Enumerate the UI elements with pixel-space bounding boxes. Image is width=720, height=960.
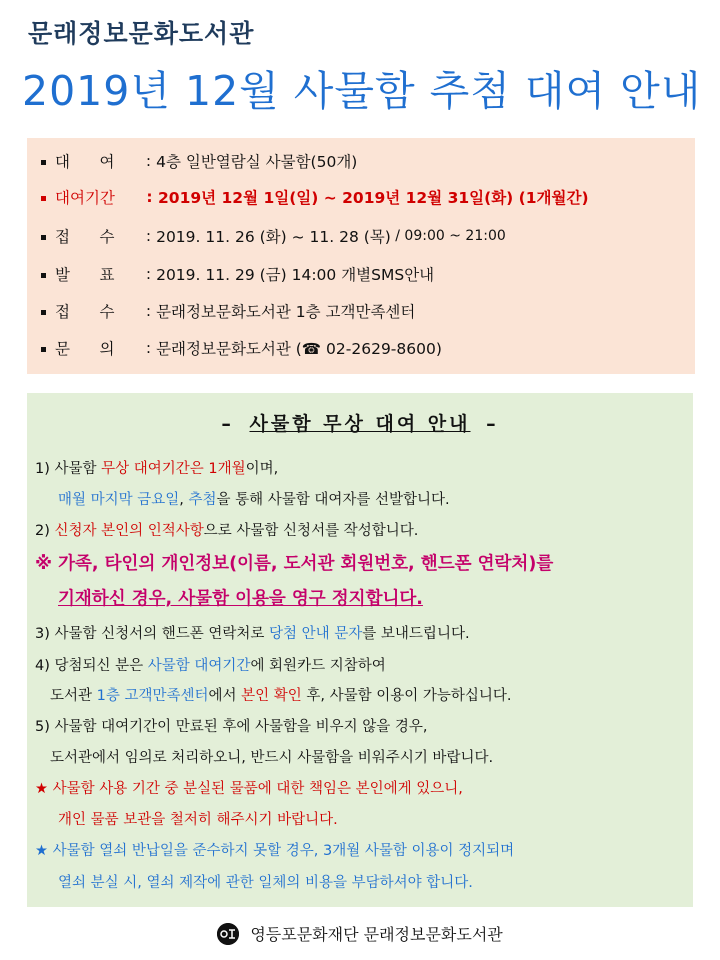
text: 1) 사물함 [35, 461, 102, 477]
info-box [27, 138, 695, 374]
text: 를 보내드립니다. [362, 626, 470, 642]
info-label: 대 여 [55, 153, 115, 171]
info-row-inquiry [41, 337, 442, 359]
footer-text: 영등포문화재단 문래정보문화도서관 [250, 925, 503, 944]
highlight: 사물함 대여기간 [147, 658, 251, 674]
info-value: 문래정보문화도서관 1층 고객만족센터 [156, 303, 416, 321]
bullet-icon [41, 196, 46, 201]
info-label: 대여기간 [55, 189, 115, 207]
info-label: 문 의 [55, 340, 115, 358]
info-label: 접 수 [55, 228, 115, 246]
info-value: 2019. 11. 26 (화) ~ 11. 28 (목) [156, 228, 391, 246]
info-sep: : [141, 302, 157, 320]
info-sep: : [141, 227, 157, 245]
info-row-reception [41, 300, 415, 322]
bullet-icon [41, 310, 46, 315]
footer [0, 922, 720, 947]
page-title: 2019년 12월 사물함 추첨 대여 안내 [22, 67, 702, 115]
info-row-period [41, 186, 589, 208]
notice-line-12: 개인 물품 보관을 철저히 해주시기 바랍니다. [58, 812, 338, 828]
notice-line-11: ★ 사물함 사용 기간 중 분실된 물품에 대한 책임은 본인에게 있으니, [35, 781, 463, 797]
info-value: 문래정보문화도서관 (☎ 02-2629-8600) [156, 340, 442, 358]
highlight: 1층 고객만족센터 [96, 688, 209, 704]
highlight: 신청자 본인의 인적사항 [54, 523, 204, 539]
info-sep: : [141, 152, 157, 170]
highlight: 매월 마지막 금요일 [58, 492, 180, 508]
highlight: 추첨 [188, 492, 217, 508]
info-label: 발 표 [55, 266, 115, 284]
bullet-icon [41, 347, 46, 352]
organization-name: 문래정보문화도서관 [28, 19, 255, 48]
notice-line-13: ★ 사물함 열쇠 반납일을 준수하지 못할 경우, 3개월 사물함 이용이 정지되며 [35, 843, 515, 859]
bullet-icon [41, 235, 46, 240]
notice-warning-1: ※ 가족, 타인의 개인정보(이름, 도서관 회원번호, 핸드폰 연락처)를 [35, 554, 554, 574]
notice-line-10: 도서관에서 임의로 처리하오니, 반드시 사물함을 비워주시기 바랍니다. [50, 750, 494, 766]
text: 을 통해 사물함 대여자를 선발합니다. [216, 492, 450, 508]
text: 이며, [245, 461, 279, 477]
info-value: 2019. 11. 29 (금) 14:00 개별SMS안내 [156, 266, 435, 284]
title-dash-left: – [221, 413, 234, 435]
info-sep: : [141, 339, 157, 357]
notice-line-6 [35, 622, 470, 643]
notice-warning-2: 기재하신 경우, 사물함 이용을 영구 정지합니다. [58, 589, 423, 609]
foundation-logo-icon [217, 923, 239, 945]
info-row-rental [41, 150, 357, 172]
notice-line-7 [35, 654, 386, 675]
highlight: 당첨 안내 문자 [269, 626, 363, 642]
text: 도서관 [50, 688, 97, 704]
text: 에 회원카드 지참하여 [250, 658, 386, 674]
notice-title-text: 사물함 무상 대여 안내 [249, 413, 471, 435]
info-value: 2019년 12월 1일(일) ~ 2019년 12월 31일(화) (1개월간) [158, 189, 589, 207]
info-row-announcement [41, 263, 434, 285]
text: , [179, 492, 189, 508]
text: 으로 사물함 신청서를 작성합니다. [203, 523, 419, 539]
info-sep: : [141, 265, 157, 283]
highlight: 본인 확인 [241, 688, 302, 704]
info-value: 4층 일반열람실 사물함(50개) [156, 153, 358, 171]
text: 3) 사물함 신청서의 핸드폰 연락처로 [35, 626, 270, 642]
text: 2) [35, 523, 55, 539]
info-extra: / 09:00 ~ 21:00 [390, 228, 506, 244]
text: 에서 [208, 688, 242, 704]
bullet-icon [41, 160, 46, 165]
text: 4) 당첨되신 분은 [35, 658, 148, 674]
highlight: 무상 대여기간은 1개월 [101, 461, 246, 477]
info-label: 접 수 [55, 303, 115, 321]
notice-title [27, 409, 693, 436]
bullet-icon [41, 273, 46, 278]
notice-line-3 [35, 519, 418, 540]
notice-line-9: 5) 사물함 대여기간이 만료된 후에 사물함을 비우지 않을 경우, [35, 719, 428, 735]
notice-line-1 [35, 457, 278, 478]
notice-line-14: 열쇠 분실 시, 열쇠 제작에 관한 일체의 비용을 부담하셔야 합니다. [58, 875, 473, 891]
info-row-application [41, 225, 506, 247]
info-sep: : [141, 188, 158, 206]
notice-line-8 [50, 684, 512, 705]
notice-line-2 [58, 488, 450, 509]
text: 후, 사물함 이용이 가능하십니다. [301, 688, 512, 704]
title-dash-right: – [486, 413, 499, 435]
notice-box [27, 393, 693, 907]
